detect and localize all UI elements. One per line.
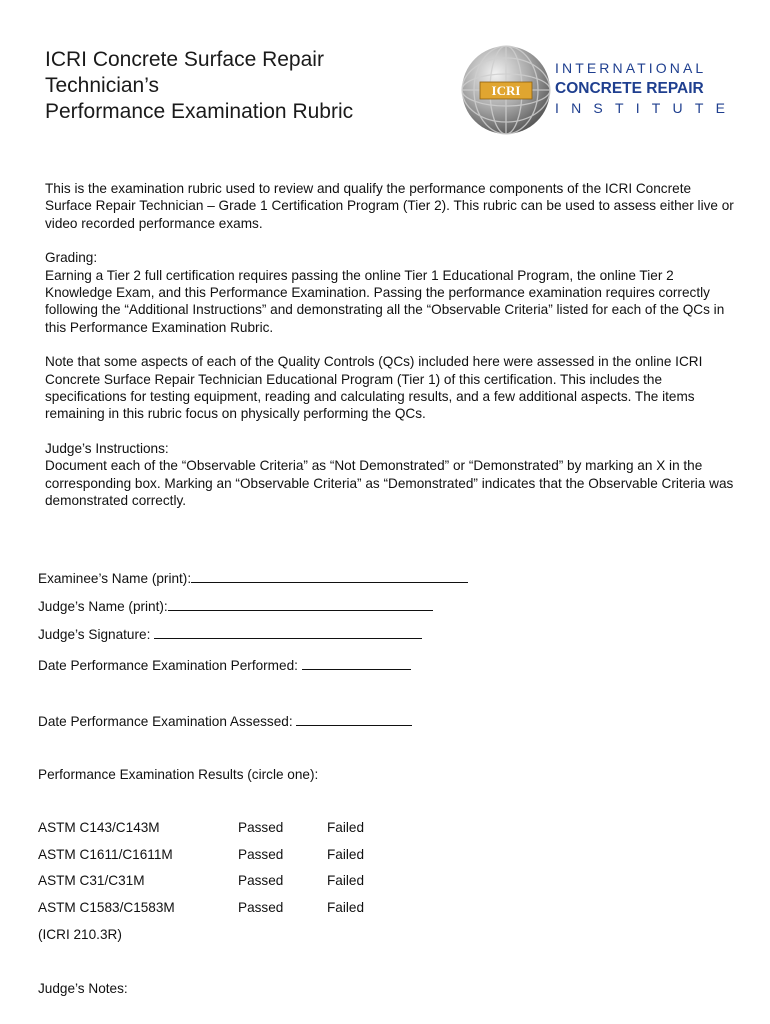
judge-name-label: Judge’s Name (print): — [38, 599, 168, 614]
date-performed-row — [38, 657, 411, 673]
result-standard: ASTM C1611/C1611M — [38, 847, 173, 862]
date-performed-label: Date Performance Examination Performed: — [38, 658, 298, 673]
date-assessed-field[interactable] — [296, 713, 412, 726]
judge-instructions-paragraph: Document each of the “Observable Criteria” as “Not Demonstrated” or “Demonstrated” by marking an X in the corresponding box. Marking an “Observable Criteria” as “Demonstrated” indicates that the Observable Criteria was demonstrated correctly. — [45, 458, 734, 509]
logo-line-concrete-repair: CONCRETE REPAIR — [555, 80, 704, 97]
results-label: Performance Examination Results (circle one): — [38, 767, 319, 782]
grading-paragraph: Earning a Tier 2 full certification requires passing the online Tier 1 Educational Program, the online Tier 2 Knowledge Exam, and this Performance Examination. Passing the performance examination requires correctly following the “Additional Instructions” and demonstrating all the “Observable Criteria” listed for each of the QCs in this Performance Examination Rubric. — [45, 267, 725, 335]
date-assessed-row — [38, 713, 412, 729]
judge-name-field[interactable] — [168, 598, 433, 611]
judge-instructions-section — [45, 440, 735, 510]
judge-name-row — [38, 598, 433, 614]
examinee-name-field[interactable] — [191, 570, 468, 583]
logo-line-international: INTERNATIONAL — [555, 60, 707, 76]
result-standard: ASTM C1583/C1583M — [38, 900, 175, 915]
logo-line-institute: INSTITUTE — [555, 100, 738, 116]
result-passed-option[interactable]: Passed — [238, 900, 284, 915]
globe-logo-icon — [460, 44, 552, 136]
result-failed-option[interactable]: Failed — [327, 900, 365, 915]
examinee-name-label: Examinee’s Name (print): — [38, 571, 192, 586]
judge-signature-label: Judge’s Signature: — [38, 627, 151, 642]
result-standard: ASTM C31/C31M — [38, 873, 145, 888]
date-performed-field[interactable] — [302, 657, 411, 670]
icri-logo — [460, 44, 738, 136]
document-title — [45, 47, 425, 125]
judge-signature-row — [38, 626, 422, 642]
examinee-name-row — [38, 570, 468, 586]
icri-reference: (ICRI 210.3R) — [38, 927, 122, 942]
rubric-description — [45, 180, 735, 527]
result-passed-option[interactable]: Passed — [238, 873, 284, 888]
note-paragraph: Note that some aspects of each of the Quality Controls (QCs) included here were assessed in the online ICRI Concrete Surface Repair Technician Educational Program (Tier 1) of this certification. This includes the specifications for testing equipment, reading and calculating results, and a few additional aspects. The items remaining in this rubric focus on physically performing the QCs. — [45, 354, 703, 422]
judge-notes-label: Judge’s Notes: — [38, 981, 128, 996]
result-passed-option[interactable]: Passed — [238, 847, 284, 862]
grading-heading: Grading: — [45, 250, 98, 266]
grading-section — [45, 249, 735, 336]
result-failed-option[interactable]: Failed — [327, 847, 365, 862]
date-assessed-label: Date Performance Examination Assessed: — [38, 714, 293, 729]
judge-instructions-heading: Judge’s Instructions: — [45, 440, 169, 456]
logo-badge-text: ICRI — [491, 83, 521, 98]
title-line-2: Technician’s — [45, 74, 160, 97]
result-passed-option[interactable]: Passed — [238, 820, 284, 835]
judge-signature-field[interactable] — [154, 626, 422, 639]
title-line-3: Performance Examination Rubric — [45, 100, 354, 123]
result-standard: ASTM C143/C143M — [38, 820, 160, 835]
title-line-1: ICRI Concrete Surface Repair — [45, 48, 324, 71]
result-failed-option[interactable]: Failed — [327, 820, 365, 835]
intro-paragraph: This is the examination rubric used to review and qualify the performance components of the ICRI Concrete Surface Repair Technician – Grade 1 Certification Program (Tier 2). This rubric can be used to assess either live or video recorded performance exams. — [45, 181, 734, 231]
result-failed-option[interactable]: Failed — [327, 873, 365, 888]
